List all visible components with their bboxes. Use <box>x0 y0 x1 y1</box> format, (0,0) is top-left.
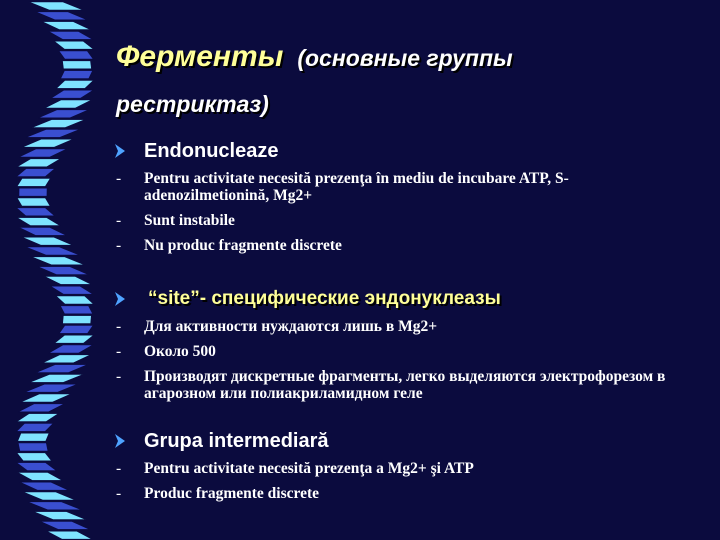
list-item <box>112 460 692 477</box>
spiral-segment <box>32 120 85 128</box>
slide-title <box>116 36 696 125</box>
spiral-segment <box>18 433 49 441</box>
spiral-segment <box>19 149 66 157</box>
list-item <box>112 318 692 335</box>
dash-icon: - <box>116 485 122 502</box>
list-item <box>112 212 692 229</box>
list-item-text: Pentru activitate necesită prezenţa în mediu de incubare ATP, S-adenozilmetionină, Mg2+ <box>144 170 569 204</box>
list-item-text: Sunt instabile <box>144 212 235 229</box>
spiral-segment <box>49 345 93 353</box>
spiral-segment <box>29 2 83 10</box>
dash-icon: - <box>116 318 122 335</box>
spiral-segment <box>17 414 58 422</box>
list-item-text: Для активности нуждаются лишь в Mg2+ <box>144 318 438 335</box>
section-heading <box>112 138 692 164</box>
spiral-segment <box>17 218 60 226</box>
list-item <box>112 170 692 204</box>
spiral-segment <box>51 90 93 98</box>
list-item-text: Pentru activitate necesită prezenţa a Mg2+ şi ATP <box>144 460 474 477</box>
bullet-icon <box>114 144 126 158</box>
spiral-segment <box>17 169 55 177</box>
list-item <box>112 368 692 402</box>
spiral-segment <box>49 31 93 39</box>
title-main: Ферменты <box>116 40 284 73</box>
spiral-segment <box>22 237 73 245</box>
spiral-segment <box>18 404 64 412</box>
dna-spiral-decoration <box>0 0 110 540</box>
spiral-segment <box>17 198 50 206</box>
spiral-segment <box>23 492 75 500</box>
list-item-text: Производят дискретные фрагменты, легко выделяются электрофорезом в агарозном или полиакриламидном геле <box>144 368 666 402</box>
spiral-segment <box>17 463 57 471</box>
spiral-segment <box>43 355 91 363</box>
section-heading-text: Grupa intermediară <box>144 430 329 452</box>
dash-icon: - <box>116 170 122 187</box>
spiral-segment <box>36 365 87 373</box>
bullet-icon <box>114 434 126 448</box>
section-items <box>112 170 692 254</box>
section-items <box>112 460 692 502</box>
spiral-segment <box>56 80 93 88</box>
spiral-segment <box>18 472 62 480</box>
list-item-text: Produc fragmente discrete <box>144 485 320 502</box>
spiral-segment <box>54 41 93 49</box>
dash-icon: - <box>116 460 122 477</box>
spiral-segment <box>60 306 92 314</box>
spiral-segment <box>22 139 73 147</box>
dash-icon: - <box>116 368 122 385</box>
list-item <box>112 343 692 360</box>
spiral-segment <box>26 247 79 255</box>
spiral-segment <box>30 374 84 382</box>
spiral-segment <box>19 188 47 196</box>
spiral-segment <box>38 267 88 275</box>
spiral-segment <box>56 296 93 304</box>
dash-icon: - <box>116 212 122 229</box>
spiral-segment <box>42 22 90 30</box>
spiral-segment <box>17 178 50 186</box>
spiral-segment <box>25 384 78 392</box>
section-heading <box>112 286 692 312</box>
spiral-segment <box>20 482 69 490</box>
section-grupa-intermediara <box>112 428 692 510</box>
list-item <box>112 485 692 502</box>
spiral-segment <box>47 531 92 539</box>
section-items <box>112 318 692 402</box>
spiral-segment <box>17 423 53 431</box>
title-subtitle-line1: (основные группы <box>297 45 513 71</box>
section-site-specific <box>112 286 692 410</box>
list-item-text: Около 500 <box>144 343 216 360</box>
spiral-segment <box>38 110 88 118</box>
spiral-segment <box>21 394 71 402</box>
section-endonucleaze <box>112 138 692 262</box>
list-item-text: Nu produc fragmente discrete <box>144 237 342 254</box>
title-subtitle-line2: рестриктаз) <box>116 91 269 117</box>
spiral-segment <box>61 71 93 79</box>
spiral-segment <box>17 208 55 216</box>
spiral-segment <box>45 276 92 284</box>
spiral-segment <box>17 453 52 461</box>
spiral-segment <box>40 521 89 529</box>
dash-icon: - <box>116 237 122 254</box>
spiral-segment <box>62 61 91 69</box>
spiral-segment <box>28 502 82 510</box>
spiral-segment <box>63 316 92 324</box>
spiral-segment <box>32 257 85 265</box>
spiral-segment <box>59 325 93 333</box>
section-heading-text: Endonucleaze <box>144 140 279 162</box>
spiral-segment <box>36 12 87 20</box>
spiral-segment <box>59 51 93 59</box>
list-item <box>112 237 692 254</box>
spiral-segment <box>17 159 60 167</box>
spiral-segment <box>19 227 66 235</box>
spiral-segment <box>55 335 94 343</box>
spiral-segment <box>51 286 93 294</box>
spiral-segment <box>26 129 79 137</box>
dash-icon: - <box>116 343 122 360</box>
bullet-icon <box>114 292 126 306</box>
section-heading-text: “site”- специфические эндонуклеазы <box>148 288 501 309</box>
section-heading <box>112 428 692 454</box>
spiral-segment <box>18 443 48 451</box>
spiral-segment <box>34 512 86 520</box>
spiral-segment <box>45 100 91 108</box>
